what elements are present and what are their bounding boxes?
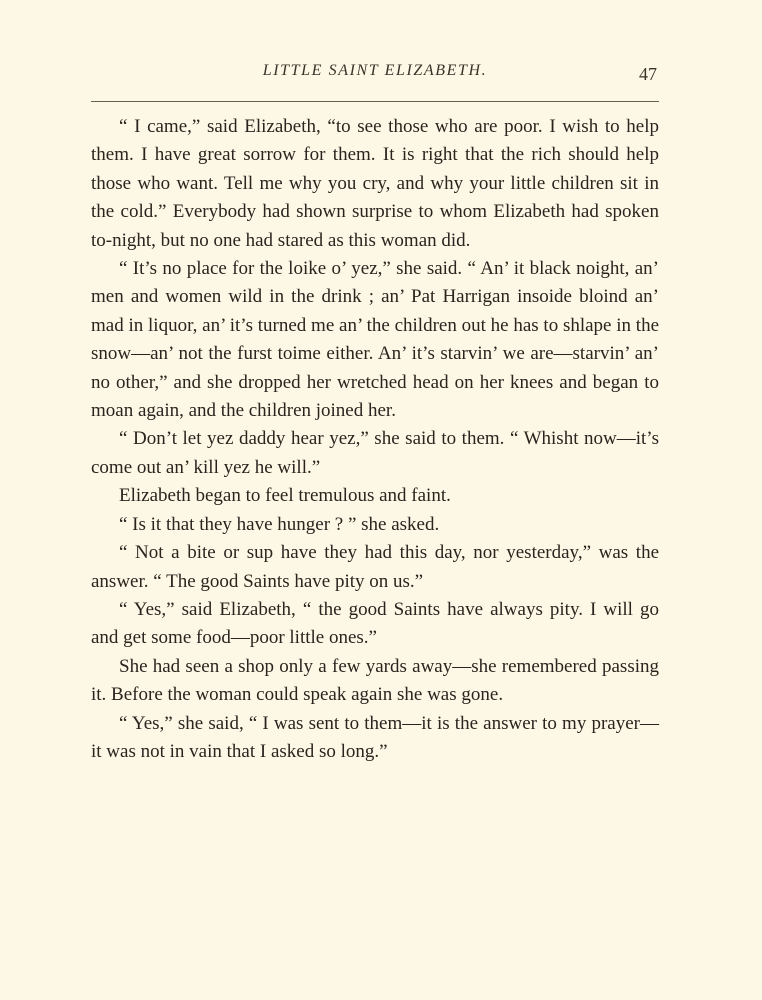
paragraph: “ It’s no place for the loike o’ yez,” she said. “ An’ it black noight, an’ men and women wild in the drink ; an’ Pat Harrigan insoide bloind an’ mad in liquor, an’ it’s turned me an’ the children out he has to shlape in the snow—an’ not the furst toime either. An’ it’s starvin’ we are—starvin’ an’ no other,” and she dropped her wretched head on her knees and began to moan again, and the children joined her. <box>91 258 659 422</box>
paragraph: “ Not a bite or sup have they had this day, nor yesterday,” was the answer. “ The good Saints have pity on us.” <box>91 542 659 592</box>
paragraph: She had seen a shop only a few yards away—she remembered passing it. Before the woman could speak again she was gone. <box>91 655 659 706</box>
paragraph: “ Yes,” she said, “ I was sent to them—it is the answer to my prayer—it was not in vain that I asked so long.” <box>91 712 659 762</box>
paragraph: “ I came,” said Elizabeth, “to see those who are poor. I wish to help them. I have great sorrow for them. It is right that the rich should help those who want. Tell me why you cry, and why your little children sit in the cold.” Everybody had shown surprise to whom Elizabeth had spoken to-night, but no one had stared as this woman did. <box>91 116 659 251</box>
paragraph: “ Is it that they have hunger ? ” she asked. <box>119 513 440 535</box>
paragraph: “ Don’t let yez daddy hear yez,” she said to them. “ Whisht now—it’s come out an’ kill yez he will.” <box>91 428 659 478</box>
page-header <box>91 60 659 88</box>
body-text <box>91 113 659 766</box>
paragraph: “ Yes,” said Elizabeth, “ the good Saints have always pity. I will go and get some food—poor little ones.” <box>91 598 659 649</box>
paragraph: Elizabeth began to feel tremulous and faint. <box>119 485 451 507</box>
header-rule <box>91 101 659 102</box>
page-number: 47 <box>639 64 657 84</box>
running-title: LITTLE SAINT ELIZABETH. <box>262 62 488 79</box>
